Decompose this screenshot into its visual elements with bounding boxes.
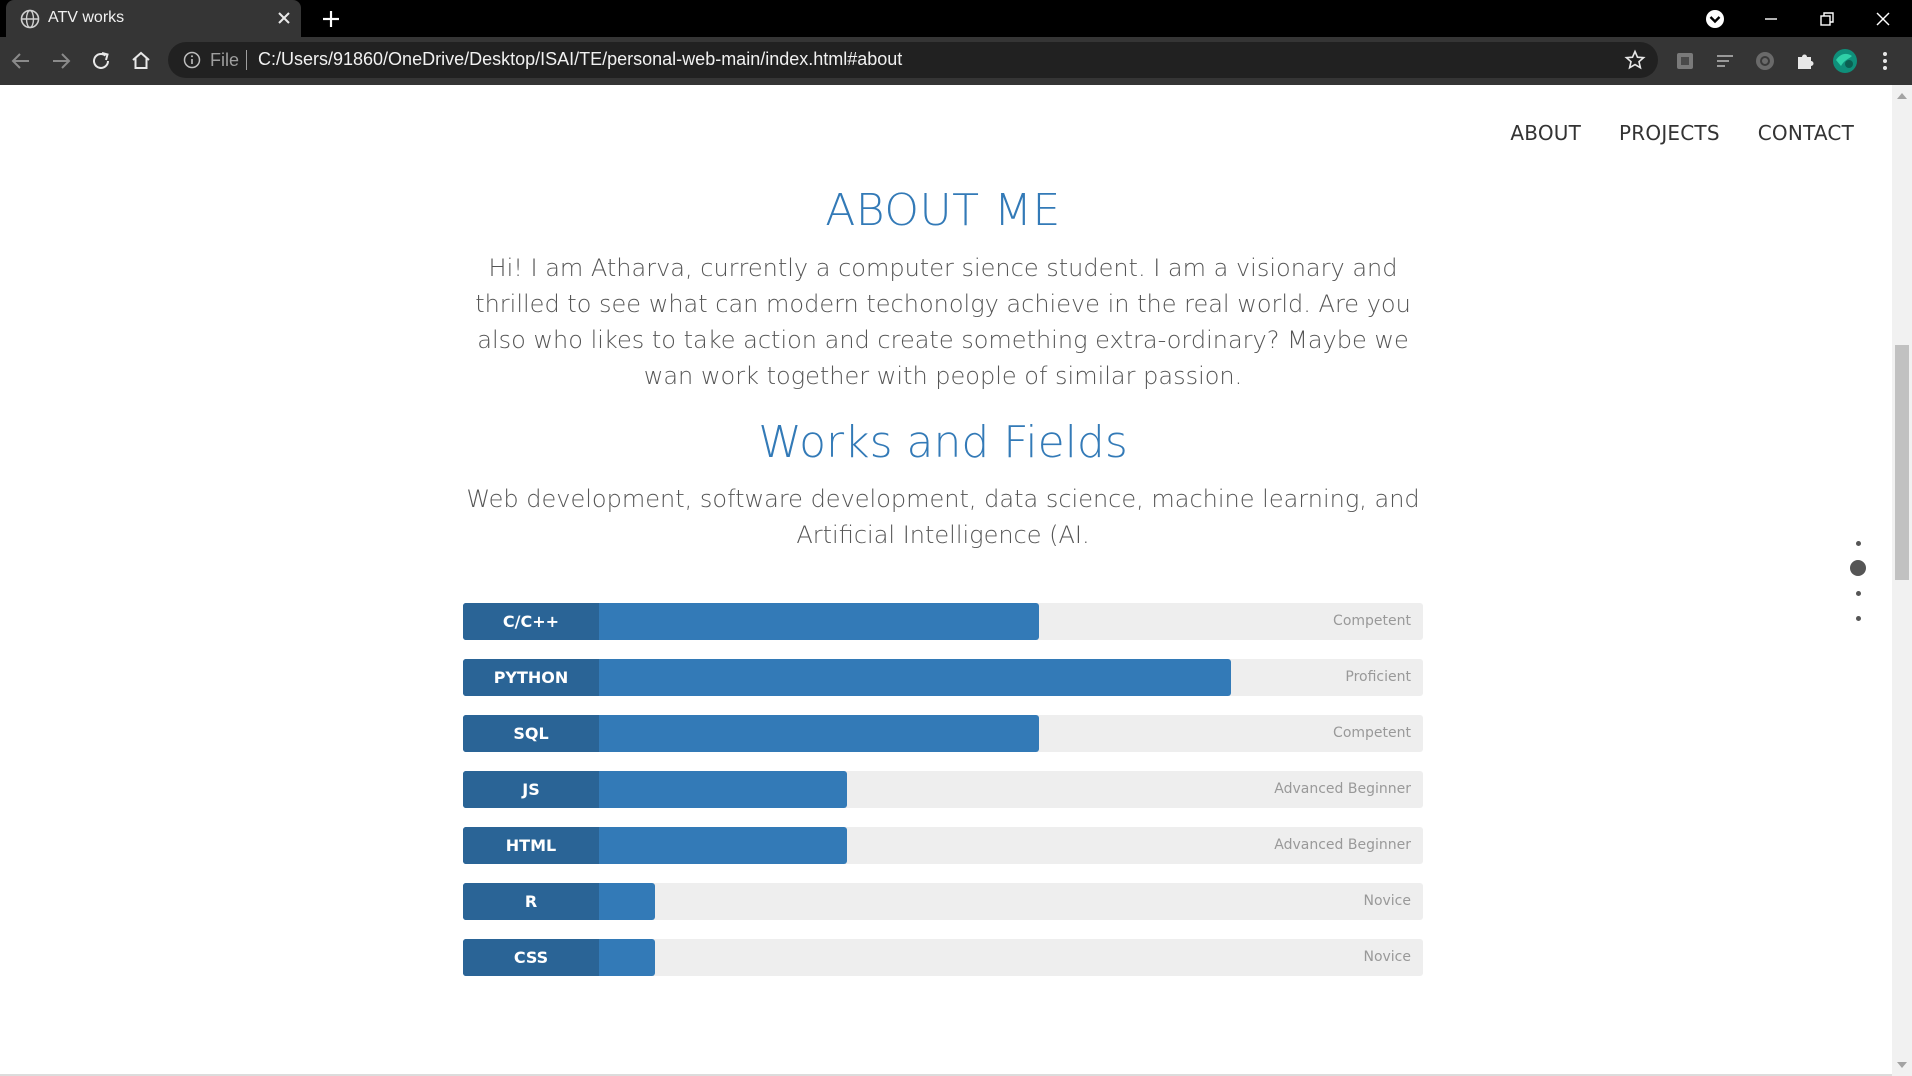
skill-name: HTML	[463, 827, 599, 864]
tab-title: ATV works	[48, 9, 125, 26]
skill-level: Competent	[1333, 613, 1411, 629]
skill-bar	[463, 603, 1423, 640]
close-window-icon[interactable]	[1868, 4, 1898, 34]
close-tab-icon[interactable]	[273, 7, 295, 29]
skill-bar	[463, 715, 1423, 752]
section-dot[interactable]	[1856, 541, 1861, 546]
skills-list	[463, 603, 1423, 995]
works-text: Web development, software development, data science, machine learning, and Artificial Intelligence (AI.	[466, 485, 1420, 549]
browser-toolbar	[0, 37, 1912, 85]
back-icon[interactable]	[8, 48, 34, 74]
nav-projects[interactable]: PROJECTS	[1619, 121, 1720, 145]
browser-tabstrip	[0, 0, 1912, 37]
about-heading: ABOUT ME	[825, 185, 1061, 236]
about-text: Hi! I am Atharva, currently a computer sience student. I am a visionary and thrilled to see what can modern techonolgy achieve in the real world. Are you also who likes to take action and create something extra-ordinary? Maybe we wan work together with people of similar passion.	[475, 254, 1411, 390]
browser-tab[interactable]	[6, 0, 301, 37]
info-icon[interactable]	[182, 50, 202, 70]
bookmark-star-icon[interactable]	[1624, 49, 1646, 71]
profile-avatar[interactable]	[1832, 48, 1858, 74]
skill-level: Competent	[1333, 725, 1411, 741]
extension-circle-icon[interactable]	[1752, 48, 1778, 74]
menu-kebab-icon[interactable]	[1872, 48, 1898, 74]
address-scheme-label: File	[210, 50, 240, 70]
tab-search-icon[interactable]	[1700, 4, 1730, 34]
skill-name: PYTHON	[463, 659, 599, 696]
address-bar[interactable]	[168, 42, 1658, 78]
main-nav	[1510, 121, 1854, 145]
section-dot[interactable]	[1856, 591, 1861, 596]
nav-about[interactable]: ABOUT	[1510, 121, 1582, 145]
home-icon[interactable]	[128, 48, 154, 74]
skill-level: Advanced Beginner	[1274, 837, 1411, 853]
page-viewport	[0, 85, 1892, 1076]
skill-level: Proficient	[1345, 669, 1411, 685]
skill-name: JS	[463, 771, 599, 808]
skill-name: C/C++	[463, 603, 599, 640]
skill-level: Advanced Beginner	[1274, 781, 1411, 797]
skill-name: SQL	[463, 715, 599, 752]
skill-bar	[463, 883, 1423, 920]
minimize-icon[interactable]	[1756, 4, 1786, 34]
reload-icon[interactable]	[88, 48, 114, 74]
skill-level: Novice	[1363, 893, 1411, 909]
forward-icon[interactable]	[48, 48, 74, 74]
skill-level: Novice	[1363, 949, 1411, 965]
skill-bar	[463, 827, 1423, 864]
section-dot-active[interactable]	[1850, 560, 1866, 576]
page-scrollbar[interactable]	[1892, 85, 1912, 1076]
skill-bar	[463, 771, 1423, 808]
works-heading: Works and Fields	[758, 417, 1128, 468]
scroll-up-arrow-icon[interactable]	[1897, 93, 1907, 99]
address-url[interactable]: C:/Users/91860/OneDrive/Desktop/ISAI/TE/personal-web-main/index.html#about	[258, 49, 903, 69]
extensions-puzzle-icon[interactable]	[1792, 48, 1818, 74]
skill-name: CSS	[463, 939, 599, 976]
address-separator	[246, 50, 247, 70]
skill-bar	[463, 659, 1423, 696]
skill-name: R	[463, 883, 599, 920]
globe-icon	[20, 9, 40, 29]
new-tab-icon[interactable]	[318, 6, 344, 32]
skill-bar	[463, 939, 1423, 976]
reading-list-icon[interactable]	[1712, 48, 1738, 74]
extension-box-icon[interactable]	[1672, 48, 1698, 74]
scroll-down-arrow-icon[interactable]	[1897, 1062, 1907, 1068]
section-dot[interactable]	[1856, 616, 1861, 621]
nav-contact[interactable]: CONTACT	[1757, 121, 1854, 145]
scrollbar-thumb[interactable]	[1895, 345, 1909, 580]
restore-icon[interactable]	[1812, 4, 1842, 34]
